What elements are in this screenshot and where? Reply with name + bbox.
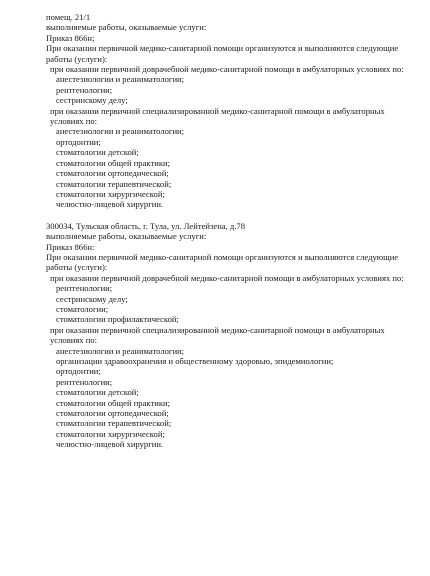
list-item: стоматологии ортопедической; (56, 408, 169, 419)
list-item: стоматологии хирургической; (56, 188, 165, 199)
list-item: стоматологии ортопедической; (56, 168, 169, 179)
works-label: выполняемые работы, оказываемые услуги: (46, 231, 207, 242)
list-item: стоматологии детской; (56, 147, 139, 158)
list-item: стоматологии терапевтической; (56, 178, 172, 189)
license-block-1 (46, 12, 406, 210)
prehospital-list (46, 283, 406, 325)
order-line: Приказ 866н: (46, 241, 95, 252)
address-line: помещ. 21/1 (46, 12, 91, 22)
address-line: 300034, Тульская область, г. Тула, ул. Лейтейзена, д.78 (46, 220, 246, 231)
specialized-list (46, 126, 406, 209)
document-page (46, 12, 406, 450)
list-item: организации здравоохранения и общественному здоровью, эпидемиологии; (56, 356, 334, 366)
list-item: челюстно-лицевой хирургии. (56, 439, 164, 450)
list-item: стоматологии профилактической; (56, 314, 179, 325)
prehospital-list (46, 74, 406, 105)
license-block-2 (46, 221, 406, 450)
list-item: ортодонтии; (56, 136, 101, 147)
block-spacer (46, 210, 406, 221)
specialized-list (46, 346, 406, 450)
works-label: выполняемые работы, оказываемые услуги: (46, 22, 207, 33)
list-item: стоматологии детской; (56, 387, 139, 398)
list-item: рентгенологии; (56, 376, 113, 387)
list-item: стоматологии; (56, 303, 109, 314)
list-item: анестезиологии и реаниматологии; (56, 126, 185, 137)
prehospital-heading: при оказании первичной доврачебной медико-санитарной помощи в амбулаторных условиях по: (50, 64, 404, 75)
list-item: сестринскому делу; (56, 293, 128, 304)
list-item: стоматологии общей практики; (56, 157, 170, 168)
list-item: анестезиологии и реаниматологии; (56, 74, 185, 85)
list-item: анестезиологии и реаниматологии; (56, 345, 185, 356)
list-item: стоматологии хирургической; (56, 428, 165, 439)
specialized-heading: при оказании первичной специализированной медико-санитарной помощи в амбулаторных условиях по: (50, 105, 385, 127)
order-line: Приказ 866н; (46, 32, 95, 43)
list-item: ортодонтии; (56, 366, 101, 377)
list-item: рентгенологии; (56, 283, 113, 294)
list-item: сестринскому делу; (56, 95, 128, 106)
specialized-heading: при оказании первичной специализированной медико-санитарной помощи в амбулаторных условиях по: (50, 324, 385, 346)
list-item: стоматологии общей практики; (56, 397, 170, 408)
intro-paragraph: При оказании первичной медико-санитарной помощи организуются и выполняются следующие работы (услуги): (46, 43, 399, 64)
list-item: стоматологии терапевтической; (56, 418, 172, 429)
list-item: рентгенологии; (56, 84, 113, 95)
intro-paragraph: При оказании первичной медико-санитарной помощи организуются и выполняются следующие работы (услуги): (46, 251, 399, 273)
prehospital-heading: при оказании первичной доврачебной медико-санитарной помощи в амбулаторных условиях по: (50, 272, 404, 283)
list-item: челюстно-лицевой хирургии. (56, 199, 164, 210)
